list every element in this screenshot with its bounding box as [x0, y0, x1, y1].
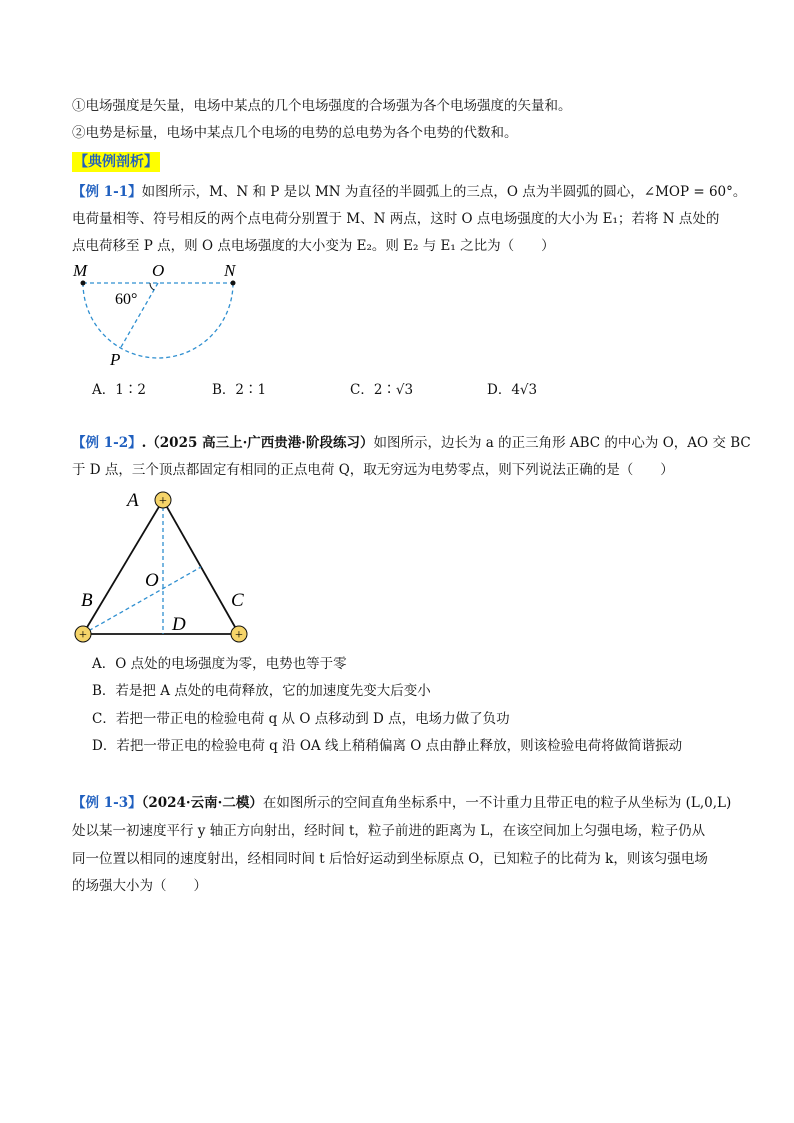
ex1-line-2: 电荷量相等、符号相反的两个点电荷分别置于 M、N 两点，这时 O 点电场强度的大小为 E₁；若将 N 点处的: [72, 211, 720, 227]
ex3-source: （2024·云南·二模）: [141, 795, 263, 811]
ex3-text-1: 在如图所示的空间直角坐标系中，一不计重力且带正电的粒子从坐标为 (L,0,L): [262, 795, 732, 811]
ex1-line-1: [72, 183, 746, 201]
ex1-text-1: 如图所示，M、N 和 P 是以 MN 为直径的半圆弧上的三点，O 点为半圆弧的圆心，∠MOP = 60°。: [141, 184, 747, 200]
note-2: ②电势是标量，电场中某点几个电场的电势的总电势为各个电势的代数和。: [72, 125, 518, 141]
ex1-line-3: 点电荷移至 P 点，则 O 点电场强度的大小变为 E₂。则 E₂ 与 E₁ 之比为（ ）: [72, 238, 555, 254]
ex1-label-N: N: [224, 261, 236, 280]
ex1-label-O: O: [152, 261, 165, 280]
ex2-line-1: [72, 434, 751, 452]
ex2-text-1: 如图所示，边长为 a 的正三角形 ABC 的中心为 O，AO 交 BC: [373, 435, 751, 451]
ex1-option-a[interactable]: A．1∶2: [92, 382, 146, 398]
ex2-option-a[interactable]: A．O 点处的电场强度为零，电势也等于零: [92, 656, 347, 672]
ex1-label-P: P: [110, 350, 121, 369]
ex3-line-2: 处以某一初速度平行 y 轴正方向射出，经时间 t，粒子前进的距离为 L，在该空间加上匀强电场，粒子仍从: [72, 823, 706, 839]
ex2-line-2: 于 D 点，三个顶点都固定有相同的正点电荷 Q，取无穷远为电势零点，则下列说法正确的是（ ）: [72, 462, 674, 478]
ex3-line-4: 的场强大小为（ ）: [72, 878, 207, 894]
ex3-line-3: 同一位置以相同的速度射出，经相同时间 t 后恰好运动到坐标原点 O，已知粒子的比荷为 k，则该匀强电场: [72, 851, 708, 867]
ex3-line-1: [72, 794, 731, 812]
ex2-label: 【例 1-2】: [72, 435, 142, 451]
charge-a-sign: +: [159, 494, 167, 509]
ex1-option-b[interactable]: B．2∶1: [212, 382, 267, 398]
ex1-label: 【例 1-1】: [72, 184, 142, 200]
charge-b-sign: +: [79, 628, 87, 643]
ex2-label-C: C: [231, 590, 244, 611]
ex1-label-M: M: [73, 261, 88, 280]
ex2-label-B: B: [81, 590, 93, 611]
ex1-option-d[interactable]: D．4√3: [487, 382, 538, 398]
section-tag: 【典例剖析】: [74, 154, 158, 170]
charge-c-sign: +: [235, 628, 243, 643]
ex2-option-d[interactable]: D．若把一带正电的检验电荷 q 沿 OA 线上稍稍偏离 O 点由静止释放，则该检验电荷将做简谐振动: [92, 738, 683, 754]
note-1: ①电场强度是矢量，电场中某点的几个电场强度的合场强为各个电场强度的矢量和。: [72, 98, 572, 114]
ex2-option-b[interactable]: B．若是把 A 点处的电荷释放，它的加速度先变大后变小: [92, 683, 431, 699]
ex2-triangle-figure: [68, 482, 268, 650]
ex2-option-c[interactable]: C．若把一带正电的检验电荷 q 从 O 点移动到 D 点，电场力做了负功: [92, 711, 510, 727]
ex1-semicircle-figure: [70, 258, 270, 370]
ex2-label-O: O: [145, 570, 159, 591]
ex3-label: 【例 1-3】: [72, 795, 142, 811]
ex1-angle-label: 60°: [115, 291, 138, 308]
ex2-label-A: A: [127, 490, 139, 511]
ex2-source: .（2025 高三上·广西贵港·阶段练习）: [141, 435, 374, 451]
ex2-label-D: D: [172, 614, 186, 635]
ex1-option-c[interactable]: C．2∶√3: [350, 382, 414, 398]
